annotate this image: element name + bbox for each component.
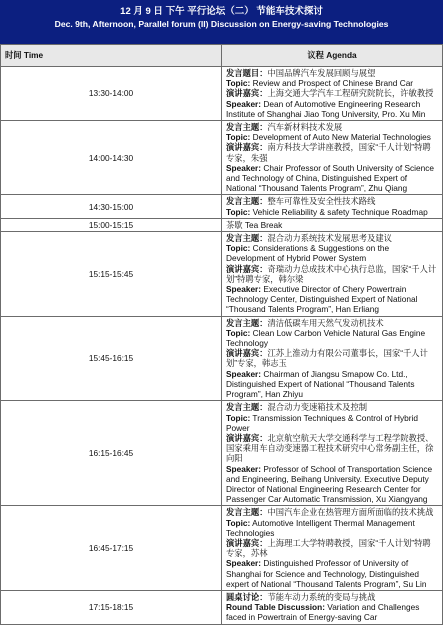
agenda-text: Distinguished Professor of University of Shanghai for Science and Technology, Distinguished expert of National “Thousand Talents Program”, Su Lin <box>226 558 427 589</box>
time-cell: 15:45-16:15 <box>1 316 222 401</box>
table-row <box>1 316 443 401</box>
agenda-text: 清洁低碳车用天然气发动机技术 <box>267 317 384 328</box>
agenda-line <box>226 132 438 142</box>
agenda-label: Topic: <box>226 132 251 143</box>
agenda-label: Topic: <box>226 243 251 254</box>
agenda-text: 北京航空航天大学交通科学与工程学院教授、国家乘用车自动变速器工程技术研究中心常务副主任，徐向阳 <box>226 432 434 464</box>
column-header-agenda: 议程 Agenda <box>222 45 443 67</box>
agenda-text: Transmission Techniques & Control of Hybrid Power <box>226 412 418 433</box>
agenda-line <box>226 592 438 602</box>
agenda-text: Vehicle Reliability & safety Technique Roadmap <box>250 206 428 217</box>
agenda-label: Topic: <box>226 412 251 423</box>
agenda-label: 演讲嘉宾： <box>226 263 268 274</box>
agenda-label: Speaker: <box>226 284 262 295</box>
agenda-line <box>226 318 438 328</box>
agenda-line <box>226 99 438 119</box>
agenda-cell <box>222 67 443 121</box>
agenda-label: 发言主题： <box>226 196 268 207</box>
time-cell: 16:15-16:45 <box>1 401 222 506</box>
agenda-text: Considerations & Suggestions on the Development of Hybrid Power System <box>226 243 390 264</box>
agenda-label: 发言主题： <box>226 402 268 413</box>
table-row <box>1 195 443 218</box>
agenda-line <box>226 243 438 263</box>
agenda-text: Clean Low Carbon Vehicle Natural Gas Engine Technology <box>226 327 426 349</box>
agenda-text: 上海理工大学特聘教授，国家“千人计划”特聘专家，苏林 <box>226 537 431 559</box>
agenda-line <box>226 122 438 132</box>
agenda-cell <box>222 506 443 591</box>
table-row <box>1 121 443 195</box>
agenda-line <box>226 558 438 589</box>
table-header-row <box>1 45 443 67</box>
agenda-cell <box>222 590 443 624</box>
time-cell: 14:30-15:00 <box>1 195 222 218</box>
agenda-cell <box>222 218 443 231</box>
agenda-line <box>226 369 438 400</box>
agenda-text: Review and Prospect of Chinese Brand Car <box>250 78 414 89</box>
agenda-text: 整车可靠性及安全性技术路线 <box>267 196 376 207</box>
agenda-text: Dean of Automotive Engineering Research Institute of Shanghai Jiao Tong University, Pro. Xu Min <box>226 98 426 119</box>
title-en: Dec. 9th, Afternoon, Parallel forum (II) Discussion on Energy-saving Technologies <box>54 19 389 29</box>
agenda-label: 圆桌讨论： <box>226 591 268 602</box>
schedule-body <box>1 67 443 625</box>
agenda-text: 中国汽车企业在热管理方面所面临的技术挑战 <box>267 507 434 518</box>
agenda-label: 发言主题： <box>226 507 268 518</box>
agenda-label: Topic: <box>226 78 251 89</box>
agenda-line <box>226 142 438 162</box>
agenda-text: 上海交通大学汽车工程研究院院长，许敏教授 <box>267 88 434 99</box>
agenda-cell <box>222 316 443 401</box>
agenda-text: Automotive Intelligent Thermal Management Technologies <box>226 517 415 538</box>
table-row <box>1 590 443 624</box>
agenda-line <box>226 284 438 315</box>
agenda-label: 演讲嘉宾： <box>226 88 268 99</box>
agenda-label: Round Table Discussion: <box>226 602 325 613</box>
agenda-label: Speaker: <box>226 463 262 474</box>
agenda-line <box>226 507 438 517</box>
agenda-text: 奇瑞动力总成技术中心执行总监，国家“千人计划”特聘专家，韩尔梁 <box>226 263 437 284</box>
title-cn: 12 月 9 日 下午 平行论坛（二） 节能车技术探讨 <box>120 6 323 17</box>
agenda-line <box>226 68 438 78</box>
agenda-text: 江苏上淮动力有限公司董事长，国家“千人计划”专家，韩志玉 <box>226 348 428 369</box>
agenda-label: 发言主题： <box>226 317 268 328</box>
agenda-line <box>226 518 438 538</box>
time-cell: 16:45-17:15 <box>1 506 222 591</box>
agenda-text: 南方科技大学讲座教授，国家“千人计划”特聘专家，朱强 <box>226 142 431 163</box>
agenda-label: Topic: <box>226 517 251 528</box>
agenda-label: 发言题目： <box>226 68 268 78</box>
agenda-text: Chairman of Jiangsu Smapow Co. Ltd., Distinguished Expert of National “Thousand Talents Program”, Han Zhiyu <box>226 368 415 400</box>
schedule-table <box>0 44 443 625</box>
agenda-label: 演讲嘉宾： <box>226 432 268 443</box>
time-cell: 15:00-15:15 <box>1 218 222 231</box>
agenda-label: Topic: <box>226 327 251 338</box>
agenda-text: 中国品牌汽车发展回顾与展望 <box>267 68 376 78</box>
agenda-label: Topic: <box>226 206 251 217</box>
agenda-label: 演讲嘉宾： <box>226 142 268 153</box>
agenda-line <box>226 602 438 622</box>
agenda-line <box>226 220 438 230</box>
time-cell: 15:15-15:45 <box>1 232 222 317</box>
agenda-line <box>226 88 438 98</box>
agenda-cell <box>222 195 443 218</box>
agenda-line <box>226 233 438 243</box>
agenda-text: 茶歇 Tea Break <box>226 219 283 230</box>
agenda-line <box>226 264 438 284</box>
time-cell: 14:00-14:30 <box>1 121 222 195</box>
agenda-cell <box>222 232 443 317</box>
agenda-cell <box>222 401 443 506</box>
agenda-text: Variation and Challenges faced in Powertrain of Energy-saving Car <box>226 602 420 623</box>
agenda-line <box>226 413 438 433</box>
agenda-label: Speaker: <box>226 162 262 173</box>
agenda-text: 汽车新材料技术发展 <box>267 122 343 133</box>
agenda-line <box>226 402 438 412</box>
agenda-line <box>226 464 438 505</box>
agenda-text: 混合动力系统技术发展思考及建议 <box>267 233 392 244</box>
agenda-text: 节能车动力系统的变局与挑战 <box>267 591 376 602</box>
agenda-line <box>226 538 438 558</box>
agenda-label: 演讲嘉宾： <box>226 537 268 548</box>
table-row <box>1 401 443 506</box>
time-cell: 17:15-18:15 <box>1 590 222 624</box>
agenda-label: 发言主题： <box>226 233 268 244</box>
agenda-label: Speaker: <box>226 368 262 379</box>
agenda-line <box>226 78 438 88</box>
agenda-text: Professor of School of Transportation Science and Engineering, Beihang University. Executive Deputy Director of National Engineering Research Center for Passenger Car Automatic Transmission, Xu Xiangyang <box>226 463 433 505</box>
agenda-line <box>226 328 438 348</box>
agenda-line <box>226 163 438 194</box>
agenda-line <box>226 207 438 217</box>
agenda-text: 混合动力变速箱技术及控制 <box>267 402 368 413</box>
agenda-text: Chair Professor of South University of Science and Technology of China, Distinguished Expert of National “Thousand Talents Program”, Zhu Qiang <box>226 162 434 194</box>
agenda-line <box>226 348 438 368</box>
table-row <box>1 67 443 121</box>
agenda-line <box>226 196 438 206</box>
time-cell: 13:30-14:00 <box>1 67 222 121</box>
column-header-time: 时间 Time <box>1 45 222 67</box>
agenda-text: Development of Auto New Material Technologies <box>250 132 431 143</box>
agenda-text: Executive Director of Chery Powertrain Technology Center, Distinguished Expert of National “Thousand Talents Program”, Han Erliang <box>226 284 418 315</box>
agenda-label: 演讲嘉宾： <box>226 348 268 359</box>
header-banner <box>0 0 443 44</box>
table-row <box>1 232 443 317</box>
agenda-label: Speaker: <box>226 98 262 109</box>
agenda-label: 发言主题： <box>226 122 268 133</box>
table-row <box>1 506 443 591</box>
agenda-line <box>226 433 438 464</box>
table-row <box>1 218 443 231</box>
agenda-cell <box>222 121 443 195</box>
agenda-label: Speaker: <box>226 558 262 569</box>
